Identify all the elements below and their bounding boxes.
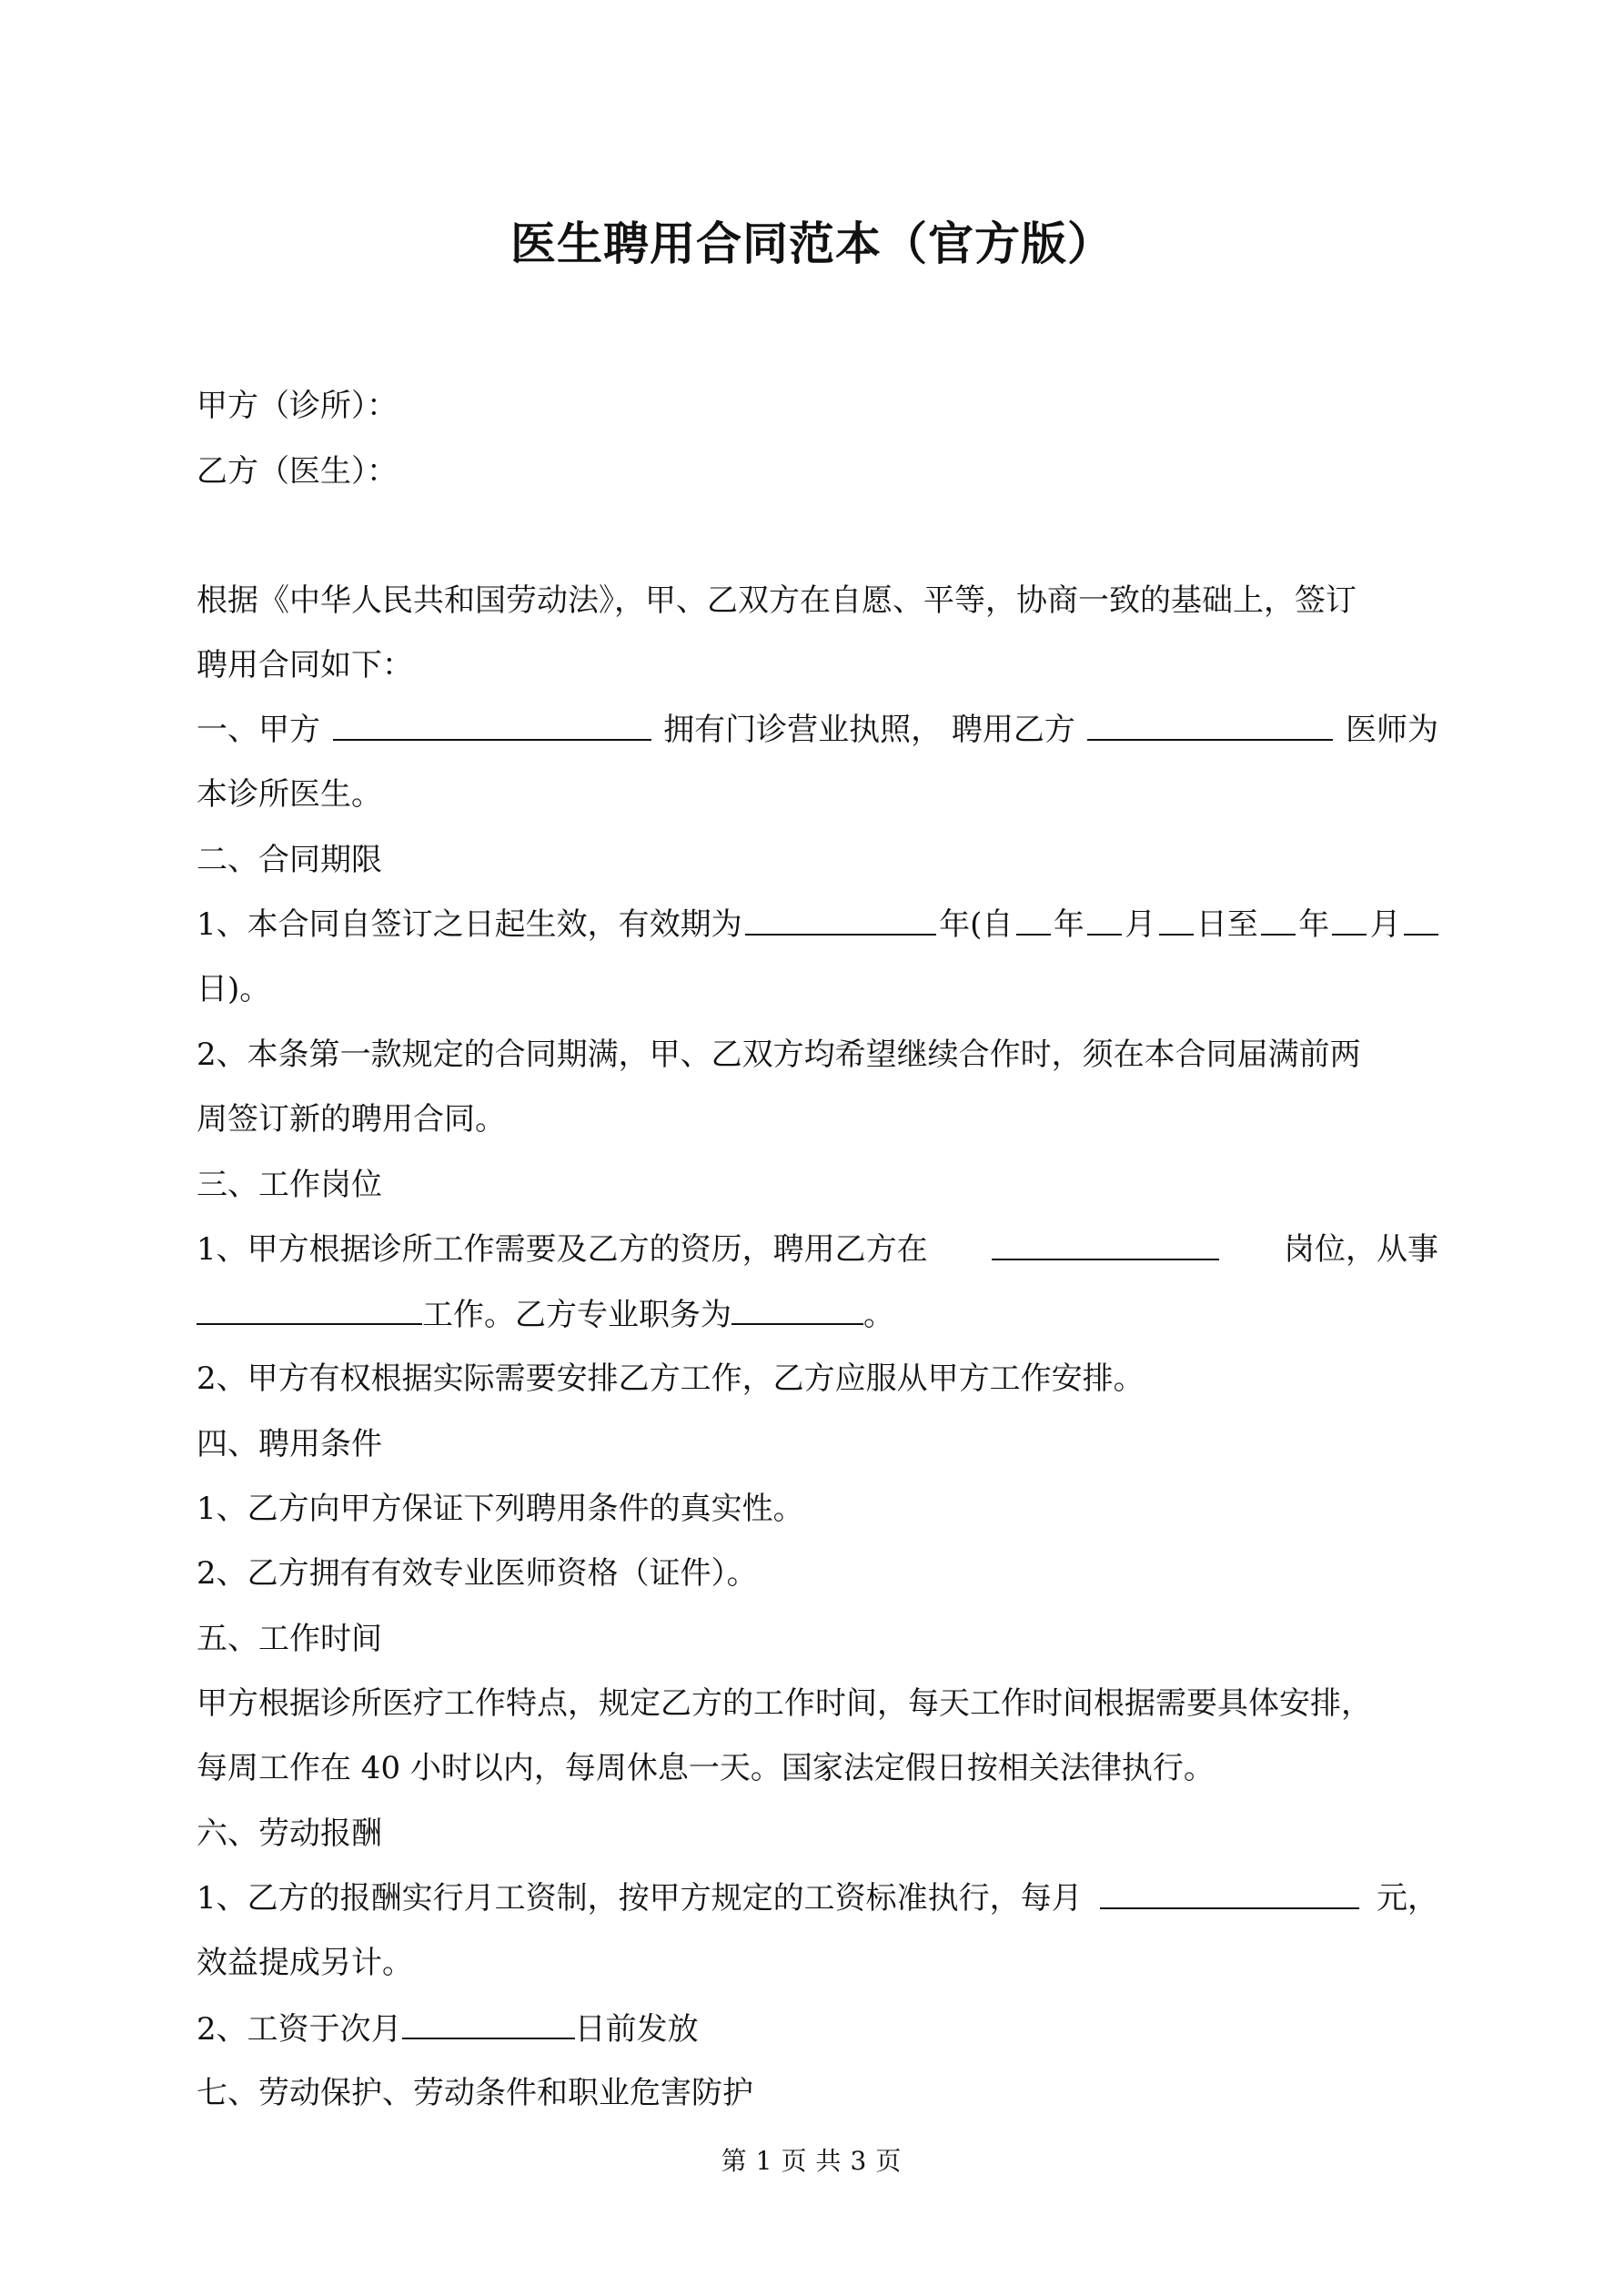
work-type-text: 工作。乙方专业职务为 bbox=[422, 1297, 731, 1333]
payday-suffix: 日前发放 bbox=[574, 2011, 699, 2048]
section-7-heading: 七、劳动保护、劳动条件和职业危害防护 bbox=[197, 2075, 753, 2111]
end-year-blank[interactable] bbox=[1261, 906, 1296, 936]
section-3-item-1-line-2 bbox=[197, 1296, 894, 1333]
term-prefix: 1、本合同自签订之日起生效，有效期为 bbox=[197, 906, 742, 943]
end-day-blank[interactable] bbox=[1404, 906, 1438, 936]
term-years-blank[interactable] bbox=[745, 906, 936, 936]
footer-di: 第 bbox=[721, 2146, 749, 2176]
document-title: 医生聘用合同范本（官方版） bbox=[510, 217, 1114, 270]
section-5-heading: 五、工作时间 bbox=[197, 1621, 382, 1657]
footer-page-number: 1 bbox=[755, 2146, 774, 2176]
footer-ye: 页 bbox=[781, 2146, 809, 2176]
section-2-item-2-line-2: 周签订新的聘用合同。 bbox=[197, 1101, 506, 1138]
monthly-salary-blank[interactable] bbox=[1100, 1880, 1359, 1909]
clinic-name-blank[interactable] bbox=[333, 712, 651, 741]
salary-prefix: 1、乙方的报酬实行月工资制，按甲方规定的工资标准执行，每月 bbox=[197, 1880, 1083, 1917]
end-month-label: 月 bbox=[1369, 906, 1401, 943]
section-6-item-1-line-1 bbox=[197, 1880, 1438, 1917]
section-2-item-2-line-1 bbox=[197, 1037, 1438, 1073]
party-a-line: 甲方（诊所）： bbox=[197, 388, 398, 424]
section-2-heading: 二、合同期限 bbox=[197, 842, 382, 878]
footer-gong: 共 bbox=[815, 2146, 843, 2176]
end-month-blank[interactable] bbox=[1332, 906, 1367, 936]
section-5-line-2: 每周工作在 40 小时以内，每周休息一天。国家法定假日按相关法律执行。 bbox=[197, 1750, 1215, 1786]
work-type-end: 。 bbox=[863, 1297, 894, 1333]
intro-line-2: 聘用合同如下： bbox=[197, 647, 413, 683]
start-year-label: 年 bbox=[1053, 906, 1084, 943]
section-6-item-1-line-2: 效益提成另计。 bbox=[197, 1945, 413, 1981]
start-day-label: 日至 bbox=[1195, 906, 1258, 943]
clause-1-middle: 拥有门诊营业执照， 聘用乙方 bbox=[663, 712, 1075, 748]
payday-prefix: 2、工资于次月 bbox=[197, 2011, 402, 2048]
section-4-item-1: 1、乙方向甲方保证下列聘用条件的真实性。 bbox=[197, 1491, 804, 1527]
post-blank[interactable] bbox=[992, 1231, 1219, 1260]
payday-blank[interactable] bbox=[402, 2010, 575, 2039]
section-3-item-2: 2、甲方有权根据实际需要安排乙方工作，乙方应服从甲方工作安排。 bbox=[197, 1360, 1145, 1397]
section-5-line-1 bbox=[197, 1685, 1438, 1722]
section-4-item-2: 2、乙方拥有有效专业医师资格（证件）。 bbox=[197, 1555, 758, 1592]
footer-total-pages: 3 bbox=[850, 2146, 869, 2176]
clause-1-prefix: 一、甲方 bbox=[197, 712, 320, 748]
work-type-blank[interactable] bbox=[197, 1296, 422, 1325]
start-month-label: 月 bbox=[1125, 906, 1156, 943]
clause-1-suffix: 医师为 bbox=[1346, 712, 1438, 748]
section-3-item-1-line-1 bbox=[197, 1231, 1438, 1268]
section-3-heading: 三、工作岗位 bbox=[197, 1167, 382, 1203]
renewal-text-1: 2、本条第一款规定的合同期满，甲、乙双方均希望继续合作时，须在本合同届满前两 bbox=[197, 1037, 1361, 1073]
section-6-heading: 六、劳动报酬 bbox=[197, 1816, 382, 1852]
start-month-blank[interactable] bbox=[1087, 906, 1122, 936]
clause-1-line-2: 本诊所医生。 bbox=[197, 776, 382, 813]
intro-line-1 bbox=[197, 582, 1438, 619]
section-4-heading: 四、聘用条件 bbox=[197, 1426, 382, 1462]
post-suffix: 岗位，从事 bbox=[1283, 1231, 1438, 1268]
salary-suffix: 元， bbox=[1376, 1880, 1438, 1917]
intro-text-1: 根据《中华人民共和国劳动法》，甲、乙双方在自愿、平等，协商一致的基础上，签订 bbox=[197, 582, 1357, 619]
end-year-label: 年 bbox=[1298, 906, 1330, 943]
post-prefix: 1、甲方根据诊所工作需要及乙方的资历，聘用乙方在 bbox=[197, 1231, 928, 1268]
start-day-blank[interactable] bbox=[1159, 906, 1194, 936]
work-time-text-1: 甲方根据诊所医疗工作特点，规定乙方的工作时间，每天工作时间根据需要具体安排， bbox=[197, 1685, 1372, 1722]
term-year-open: 年(自 bbox=[939, 906, 1014, 943]
doctor-name-blank[interactable] bbox=[1087, 712, 1333, 741]
page-footer bbox=[0, 2141, 1624, 2178]
party-b-line: 乙方（医生）： bbox=[197, 453, 398, 490]
section-2-item-1-line-2: 日)。 bbox=[197, 971, 271, 1007]
section-6-item-2 bbox=[197, 2010, 699, 2048]
clause-1-line-1 bbox=[197, 712, 1438, 748]
start-year-blank[interactable] bbox=[1016, 906, 1051, 936]
section-2-item-1-line-1 bbox=[197, 906, 1438, 943]
professional-title-blank[interactable] bbox=[731, 1296, 863, 1325]
footer-ye-2: 页 bbox=[875, 2146, 903, 2176]
